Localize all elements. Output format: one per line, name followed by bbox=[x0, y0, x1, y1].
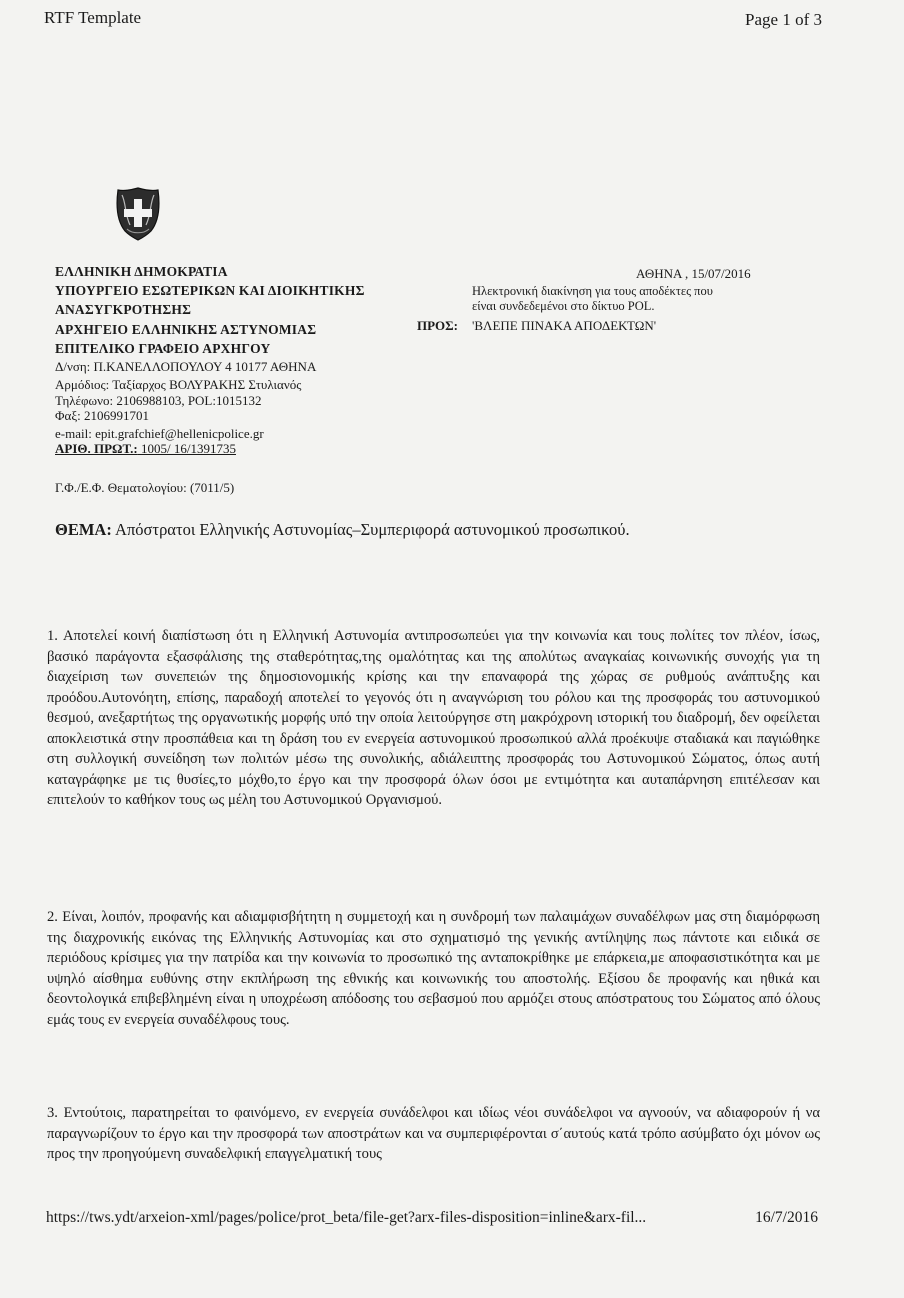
distribution-note: είναι συνδεδεμένοι στο δίκτυο POL. bbox=[472, 299, 655, 313]
print-footer-url: https://tws.ydt/arxeion-xml/pages/police/prot_beta/file-get?arx-files-disposition=inline&arx-fil... bbox=[46, 1209, 647, 1226]
greek-coat-of-arms-icon bbox=[113, 185, 163, 241]
body-paragraph: 3. Εντούτοις, παρατηρείται το φαινόμενο, εν ενεργεία συνάδελφοι και ιδίως νέοι συνάδελφοι να αγνοούν, να αδιαφορούν ή να παραγνωρίζουν το έργο και την προσφορά των αποστράτων και να συμπεριφέρονται σ΄αυτούς κατά τρόπο ασύμβατο όχι μόνον ως προς την προηγούμενη συναδελφική επαγγελματική τους bbox=[47, 1105, 820, 1162]
category-reference: Γ.Φ./Ε.Φ. Θεματολογίου: (7011/5) bbox=[55, 480, 235, 495]
protocol-value: 1005/ 16/1391735 bbox=[137, 441, 236, 456]
sender-org-line: ΕΠΙΤΕΛΙΚΟ ΓΡΑΦΕΙΟ ΑΡΧΗΓΟΥ bbox=[55, 341, 271, 356]
print-header-title: RTF Template bbox=[44, 8, 142, 27]
protocol-number bbox=[55, 441, 236, 457]
sender-org-line: ΑΝΑΣΥΓΚΡΟΤΗΣΗΣ bbox=[55, 302, 192, 317]
recipient-label: ΠΡΟΣ: bbox=[417, 318, 458, 333]
subject-label: ΘΕΜΑ: bbox=[55, 520, 112, 539]
recipient-value: 'ΒΛΕΠΕ ΠΙΝΑΚΑ ΑΠΟΔΕΚΤΩΝ' bbox=[472, 318, 657, 333]
sender-address: Δ/νση: Π.ΚΑΝΕΛΛΟΠΟΥΛΟΥ 4 10177 ΑΘΗΝΑ bbox=[55, 359, 317, 374]
subject-line bbox=[55, 520, 630, 540]
sender-responsible: Αρμόδιος: Ταξίαρχος ΒΟΛΥΡΑΚΗΣ Στυλιανός bbox=[55, 377, 302, 392]
body-paragraph: 2. Είναι, λοιπόν, προφανής και αδιαμφισβήτητη η συμμετοχή και η συνδρομή των παλαιμάχων συναδέλφων μας στη διαμόρφωση της διαχρονικής εικόνας της Ελληνικής Αστυνομίας και στο σχηματισμό της γενικής αντίληψης πως πάντοτε και ειδικά σε περιόδους κρίσιμες για την πατρίδα και την κοινωνία το προσωπικό της ανταποκρίθηκε με επάρκεια,με αποφασιστικότητα και με υψηλό αίσθημα ευθύνης στην εκπλήρωση της εθνικής και κοινωνικής του αποστολής. Εξίσου δε προφανής και ηθικά και δεοντολογικά επιβεβλημένη είναι η υποχρέωση απόδοσης του σεβασμού που αρμόζει στους απόστρατους του Σώματος από όλους εμάς τους εν ενεργεία συναδέλφους τους. bbox=[47, 909, 820, 1028]
sender-fax: Φαξ: 2106991701 bbox=[55, 408, 149, 423]
print-footer-date: 16/7/2016 bbox=[755, 1209, 818, 1226]
sender-org-line: ΥΠΟΥΡΓΕΙΟ ΕΣΩΤΕΡΙΚΩΝ ΚΑΙ ΔΙΟΙΚΗΤΙΚΗΣ bbox=[55, 283, 365, 298]
sender-email: e-mail: epit.grafchief@hellenicpolice.gr bbox=[55, 426, 264, 441]
body-paragraph: 1. Αποτελεί κοινή διαπίστωση ότι η Ελληνική Αστυνομία αντιπροσωπεύει για την κοινωνία και τους πολίτες τον πλέον, ίσως, βασικό παράγοντα εξασφάλισης της σταθερότητας,της ομαλότητας και της απολύτως αναγκαίας κοινωνικής συνοχής για τη διαχείριση των συνεπειών της δημοσιονομικής κρίσης και την επαναφορά της χώρας σε ρυθμούς ανάπτυξης και προόδου.Αυτονόητη, επίσης, παραδοχή αποτελεί το γεγονός ότι η αναγνώριση του ρόλου και της προσφοράς του αστυνομικού θεσμού, ανεξαρτήτως της οργανωτικής μορφής υπό την οποία λειτούργησε στη μακρόχρονη ιστορική του διαδρομή, δεν οφείλεται αποκλειστικά στην προσπάθεια και τη δράση του εν ενεργεία αστυνομικού προσωπικού αλλά προέκυψε σταδιακά και παγιώθηκε στη συλλογική συνείδηση των πολιτών μέσω της συνολικής, αδιάλειπτης προσφοράς του Αστυνομικού Σώματος, όπως αυτή καταγράφηκε με τις θυσίες,το μόχθο,το έργο και την προσφορά όλων όσοι με εντιμότητα και αυταπάρνηση επιτέλεσαν και επιτελούν το καθήκον τους ως μέλη του Αστυνομικού Οργανισμού. bbox=[47, 628, 820, 808]
sender-phone: Τηλέφωνο: 2106988103, POL:1015132 bbox=[55, 393, 262, 408]
print-header-page-number: Page 1 of 3 bbox=[745, 10, 822, 29]
subject-text: Απόστρατοι Ελληνικής Αστυνομίας–Συμπεριφορά αστυνομικού προσωπικού. bbox=[111, 520, 630, 539]
sender-org-line: ΕΛΛΗΝΙΚΗ ΔΗΜΟΚΡΑΤΙΑ bbox=[55, 264, 228, 279]
distribution-note: Ηλεκτρονική διακίνηση για τους αποδέκτες που bbox=[472, 284, 713, 298]
sender-org-line: ΑΡΧΗΓΕΙΟ ΕΛΛΗΝΙΚΗΣ ΑΣΤΥΝΟΜΙΑΣ bbox=[55, 322, 317, 337]
document-date: ΑΘΗΝΑ , 15/07/2016 bbox=[636, 266, 751, 281]
protocol-label: ΑΡΙΘ. ΠΡΩΤ.: bbox=[55, 441, 138, 456]
